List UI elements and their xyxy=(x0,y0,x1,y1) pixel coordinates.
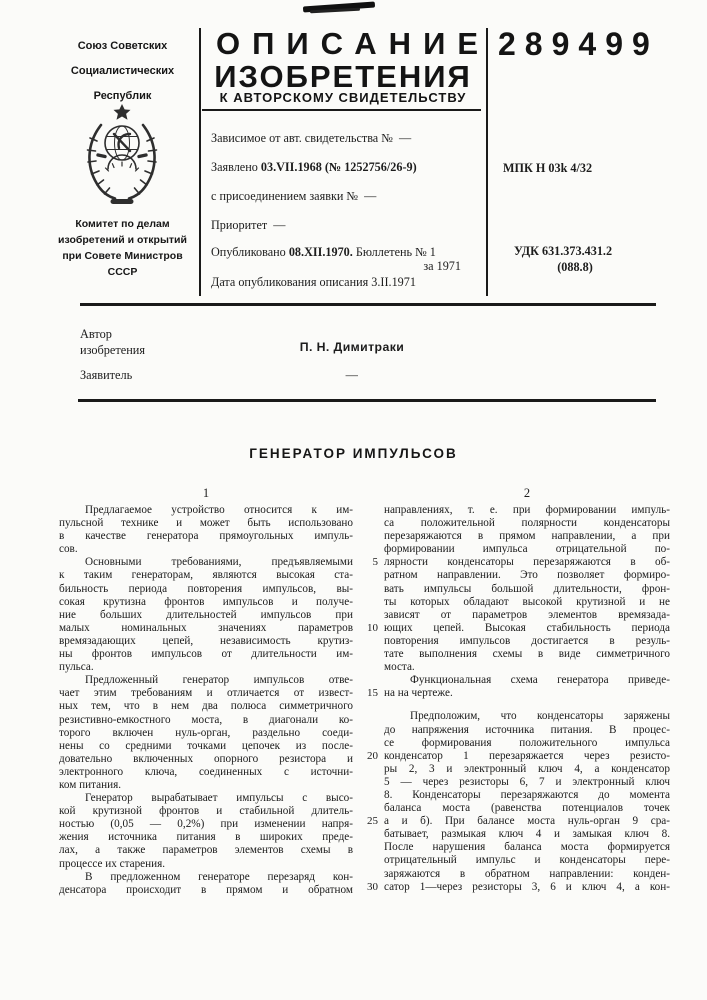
committee-name-line: СССР xyxy=(107,266,138,278)
document-type-title: ИЗОБРЕТЕНИЯ xyxy=(214,59,472,94)
line-number: 5 xyxy=(372,556,378,569)
body-text-line: довательно включенных опорного резистора и xyxy=(59,752,353,765)
body-text-line: ющих цепей. Высокая стабильность периода 10 xyxy=(384,622,670,635)
body-text-line: в качестве генератора прямоугольных импуль- xyxy=(59,530,353,543)
body-text-line: кой крутизной фронтов и стабильной длитель- xyxy=(59,805,353,818)
body-text-line: отрицательный импульс и конденсаторы пере- xyxy=(384,854,670,867)
body-text-line: зависят от параметров элементов времязада- xyxy=(384,608,670,621)
body-text-line: ностью (0,05 — 0,2%) при изменении напря- xyxy=(59,818,353,831)
field-joined-application: с присоединением заявки № — xyxy=(211,189,377,203)
body-text-line: пульсной технике и может быть использовано xyxy=(59,517,353,530)
committee-name-line: Комитет по делам xyxy=(75,218,170,230)
field-publication-date: Дата опубликования описания 3.II.1971 xyxy=(211,275,416,289)
line-number: 30 xyxy=(367,880,378,893)
union-name xyxy=(30,34,215,109)
field-filed xyxy=(211,160,483,175)
mpk-classification: МПК Н 03k 4/32 xyxy=(503,161,593,175)
subtitle-underline xyxy=(202,109,481,111)
body-text-line: лярности конденсаторы перезаряжаются в об- 5 xyxy=(384,556,670,569)
body-text-line: торого включен нуль-орган, раздельно соеди- xyxy=(59,726,353,739)
line-number: 10 xyxy=(367,621,378,634)
paragraph-gap xyxy=(384,700,670,710)
header-vertical-divider-right xyxy=(486,28,488,296)
committee-name-line: при Совете Министров xyxy=(62,250,183,262)
body-text-line: тате выполнения схемы в виде симметричного xyxy=(384,648,670,661)
column-2-marker: 2 xyxy=(523,486,531,500)
document-type-title: ОПИСАНИЕ xyxy=(216,26,491,61)
body-text-line: 5 — через резисторы 6, 7 и электронный ключ xyxy=(384,775,670,788)
body-text-line: ком питания. xyxy=(59,778,122,791)
union-name-line: Социалистических xyxy=(70,65,175,77)
body-text-line: са положительной полярности конденсаторы xyxy=(384,517,670,530)
union-name-line: Союз Советских xyxy=(77,40,168,52)
line-number: 25 xyxy=(367,815,378,828)
field-published-bulletin: Бюллетень № 1 xyxy=(355,245,436,259)
body-text-line: процессе их старения. xyxy=(59,857,166,870)
udk-classification-suffix: (088.8) xyxy=(557,260,593,274)
body-text-line: электронного ключа, соединенных с источни- xyxy=(59,765,353,778)
body-text-line: ных тем, что в нем два полюса симметричного xyxy=(59,700,353,713)
committee-name xyxy=(30,216,215,280)
body-text-line: Функциональная схема генератора приведе- xyxy=(410,674,670,687)
field-published-value: 08.XII.1970. xyxy=(288,245,353,259)
applicant-label: Заявитель xyxy=(80,368,133,382)
field-published-year: за 1971 xyxy=(423,259,461,273)
field-published-label: Опубликовано xyxy=(211,245,286,259)
body-column-right xyxy=(367,504,670,894)
body-text-line: формировании импульса отрицательной по- xyxy=(384,543,670,556)
body-text-line: к таким генераторам, являются высокая ста- xyxy=(59,569,353,582)
horizontal-rule-authors xyxy=(78,399,656,402)
body-text-line: нены со средними точками цепочек из после- xyxy=(59,739,353,752)
invention-title: ГЕНЕРАТОР ИМПУЛЬСОВ xyxy=(249,446,458,461)
body-text-line: направлениях, т. е. при формировании импуль- xyxy=(384,504,670,516)
body-text-line: перезаряжаются в прямом направлении, а при xyxy=(384,530,670,543)
line-number: 15 xyxy=(367,687,378,700)
body-text-line: пульса. xyxy=(59,661,94,674)
body-text-line: времязадающих цепей, независимость крутиз- xyxy=(59,634,353,647)
line-number: 20 xyxy=(367,749,378,762)
body-text-line: Предложенный генератор импульсов отве- xyxy=(85,674,353,687)
body-column-left xyxy=(59,504,353,897)
union-name-line: Республик xyxy=(93,90,152,102)
body-text-line: ратном направлении. Это позволяет формиро- xyxy=(384,569,670,582)
body-text-line: повторения импульсов достигается в резуль- xyxy=(384,634,670,647)
field-filed-value: 03.VII.1968 (№ 1252756/26-9) xyxy=(260,160,417,174)
author-name: П. Н. Димитраки xyxy=(299,340,405,354)
document-subtype: К АВТОРСКОМУ СВИДЕТЕЛЬСТВУ xyxy=(219,90,467,105)
body-text-line: денсатора происходит в прямом и обратном xyxy=(59,883,353,896)
applicant-value: — xyxy=(345,368,359,382)
body-text-line: ры 2, 3 и электронный ключ 4, а конденсатор xyxy=(384,762,670,775)
body-text-line: чает этим требованиям и отличается от извест- xyxy=(59,687,353,700)
body-text-line: Предположим, что конденсаторы заряжены xyxy=(410,710,670,723)
ussr-coat-of-arms-icon xyxy=(77,103,167,214)
patent-number: 289499 xyxy=(498,26,659,62)
column-1-marker: 1 xyxy=(202,486,210,500)
body-text-line: сов. xyxy=(59,543,78,556)
body-text-line: В предложенном генераторе перезаряд кон- xyxy=(85,870,353,883)
horizontal-rule-top xyxy=(80,303,656,306)
body-text-line: 8. Конденсаторы перезаряжаются до момента xyxy=(384,788,670,801)
body-text-line: ты которых обладают высокой крутизной и не xyxy=(384,595,670,608)
field-priority: Приоритет — xyxy=(211,218,286,232)
body-text-line: на на чертеже. 15 xyxy=(384,687,670,700)
body-text-line: бильность периода повторения импульсов, вы- xyxy=(59,582,353,595)
body-text-line: конденсатор 1 перезаряжается через резисто- 20 xyxy=(384,750,670,763)
body-text-line: се формирования положительного импульса xyxy=(384,736,670,749)
body-text-line: Генератор вырабатывает импульсы с высо- xyxy=(85,792,353,805)
author-label: изобретения xyxy=(80,343,146,357)
body-text-line: моста. xyxy=(384,661,415,674)
body-text-line: После нарушения баланса моста формируется xyxy=(384,841,670,854)
body-text-line: сокая крутизна фронтов импульсов и получе- xyxy=(59,595,353,608)
body-text-line: ние больших длительностей импульсов при xyxy=(59,608,353,621)
body-text-line: батывает, размыкая ключ 4 и замыкая ключ 8. xyxy=(384,828,670,841)
field-filed-label: Заявлено xyxy=(211,160,258,174)
author-label: Автор xyxy=(80,327,112,341)
field-dependent: Зависимое от авт. свидетельства № — xyxy=(211,131,412,145)
body-text-line: сатор 1—через резисторы 3, 6 и ключ 4, а кон- 30 xyxy=(384,881,670,894)
body-text-line: заряжаются в обратном направлении: конден- xyxy=(384,867,670,880)
body-text-line: Предлагаемое устройство относится к им- xyxy=(85,504,353,516)
body-text-line: а и б). При балансе моста нуль-орган 9 сра- 25 xyxy=(384,815,670,828)
body-text-line: жения источника питания в широких преде- xyxy=(59,831,353,844)
field-published xyxy=(211,245,483,260)
body-text-line: вать импульсы большой длительности, фрон- xyxy=(384,582,670,595)
body-text-line: Основными требованиями, предъявляемыми xyxy=(85,556,353,569)
body-text-line: баланса моста (равенства потенциалов точек xyxy=(384,802,670,815)
body-text-line: до напряжения источника питания. В процес- xyxy=(384,723,670,736)
body-text-line: малых номинальных значениях параметров xyxy=(59,621,353,634)
committee-name-line: изобретений и открытий xyxy=(58,234,187,246)
udk-classification: УДК 631.373.431.2 xyxy=(514,244,613,258)
body-text-line: лах, а также параметров элементов схемы в xyxy=(59,844,353,857)
body-text-line: ны фронтов импульсов от длительности им- xyxy=(59,648,353,661)
body-text-line: резистивно-емкостного моста, в диагонали ко- xyxy=(59,713,353,726)
